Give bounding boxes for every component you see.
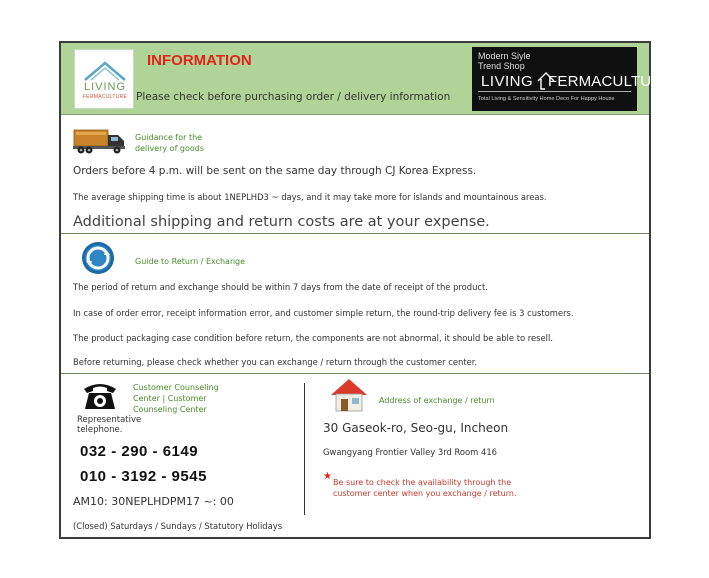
delivery-text-1: Orders before 4 p.m. will be sent on the same day through CJ Korea Express.	[73, 165, 477, 177]
house-icon	[329, 377, 369, 413]
page-title: INFORMATION	[147, 52, 252, 69]
exchange-note-line-2: customer center when you exchange / return.	[333, 489, 517, 498]
brand-name-right: FERMACULTURE	[548, 73, 673, 90]
return-text-2: In case of order error, receipt information error, and customer simple return, the round-trip delivery fee is 3 customers.	[73, 308, 574, 318]
brand-tagline-2: Trend Shop	[478, 61, 525, 71]
header-banner	[61, 43, 673, 115]
counseling-heading	[133, 382, 219, 415]
return-text-3: The product packaging case condition before return, the components are not abnormal, it should be able to resell.	[73, 333, 554, 343]
phone-number-2[interactable]: 010 - 3192 - 9545	[80, 468, 207, 485]
star-icon: ★	[323, 471, 332, 482]
address-line-2: Gwangyang Frontier Valley 3rd Room 416	[323, 447, 497, 457]
delivery-heading-line-2: delivery of goods	[135, 144, 205, 153]
brand-tagline-1: Modern Siyle	[478, 51, 531, 61]
closed-days: (Closed) Saturdays / Sundays / Statutory Holidays	[73, 521, 283, 531]
column-divider	[304, 383, 305, 515]
page-subtitle: Please check before purchasing order / delivery information	[136, 91, 451, 103]
info-panel	[59, 41, 673, 539]
delivery-text-2: The average shipping time is about 1NEPLHD3 ~ days, and it may take more for islands and mountainous areas.	[73, 192, 547, 202]
brand-name-left: LIVING	[481, 73, 534, 90]
counseling-heading-line-2: Center | Customer	[133, 394, 207, 403]
delivery-heading	[135, 132, 204, 154]
return-text-1: The period of return and exchange should be within 7 days from the date of receipt of the product.	[73, 282, 488, 292]
logo-main-text: LIVING	[83, 81, 127, 93]
logo-sub-text: FERMACULTURE	[82, 94, 128, 100]
counseling-heading-line-1: Customer Counseling	[133, 383, 219, 392]
section-divider-1	[61, 233, 649, 234]
telephone-icon	[81, 379, 119, 411]
address-line-1: 30 Gaseok-ro, Seo-gu, Incheon	[323, 421, 509, 435]
return-heading: Guide to Return / Exchange	[135, 257, 246, 266]
brand-banner	[472, 47, 673, 111]
truck-icon	[73, 127, 127, 155]
recycle-icon	[81, 241, 115, 275]
rep-telephone-label	[77, 415, 141, 435]
address-heading: Address of exchange / return	[379, 396, 495, 405]
rep-label-line-1: Representative	[77, 415, 142, 425]
return-text-4: Before returning, please check whether you can exchange / return through the customer center.	[73, 357, 478, 367]
counseling-heading-line-3: Counseling Center	[133, 405, 207, 414]
brand-divider	[478, 91, 631, 92]
rep-label-line-2: telephone.	[77, 425, 123, 435]
delivery-heading-line-1: Guidance for the	[135, 133, 203, 142]
delivery-text-3: Additional shipping and return costs are at your expense.	[73, 214, 490, 230]
exchange-note	[333, 477, 517, 499]
section-divider-2	[61, 373, 649, 374]
living-logo	[74, 49, 134, 109]
brand-strapline: Total Living & Sensitivity Home Deco For Happy House	[478, 96, 615, 102]
business-hours: AM10: 30NEPLHDPM17 ~: 00	[73, 495, 234, 508]
phone-number-1[interactable]: 032 - 290 - 6149	[80, 443, 199, 460]
exchange-note-line-1: Be sure to check the availability through the	[333, 478, 512, 487]
roof-icon	[83, 60, 127, 82]
